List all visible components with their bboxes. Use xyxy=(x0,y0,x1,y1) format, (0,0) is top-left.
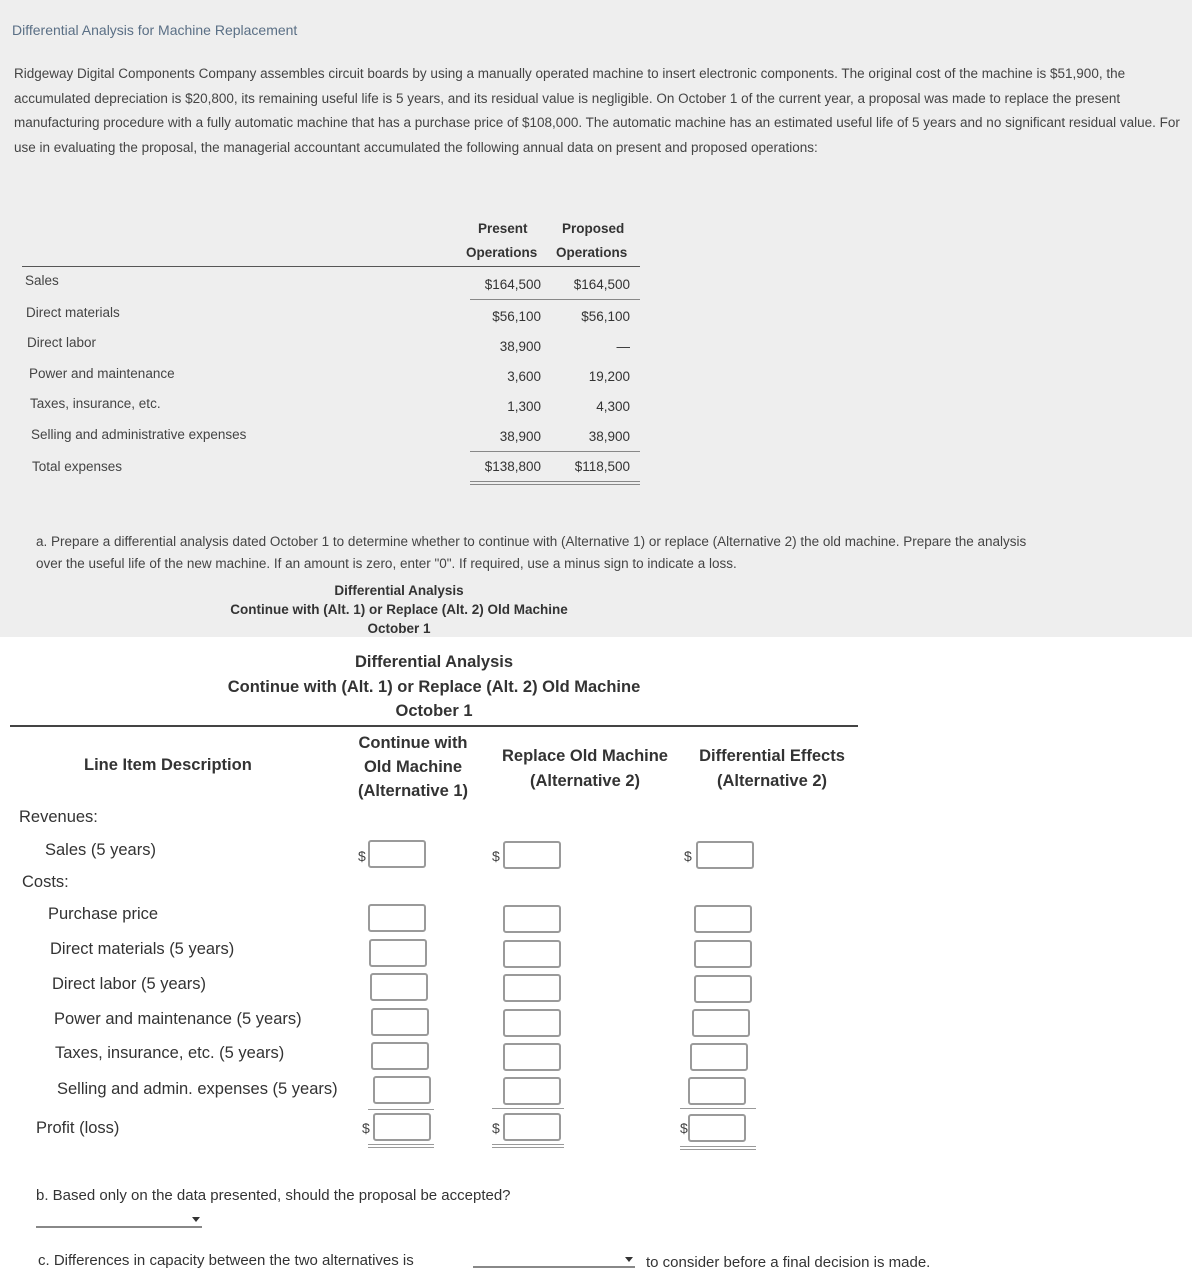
purchase-price-alt2-input[interactable] xyxy=(503,905,561,933)
col-line-item-description: Line Item Description xyxy=(84,756,252,774)
taxes-insurance-alt2-input[interactable] xyxy=(503,1043,561,1071)
selling-admin-alt2-input[interactable] xyxy=(503,1077,561,1105)
sales-rule xyxy=(470,299,640,300)
total-rule-alt2-double xyxy=(492,1147,564,1148)
analysis-date: October 1 xyxy=(395,702,473,720)
col-proposed-line2: Operations xyxy=(556,245,628,260)
col-diff-line1: Differential Effects xyxy=(699,747,845,765)
row-proposed-value: — xyxy=(616,339,630,354)
direct-labor-alt1-input[interactable] xyxy=(370,973,428,1001)
sales-alt2-input[interactable] xyxy=(503,841,561,869)
small-header-date: October 1 xyxy=(367,621,431,636)
direct-labor-alt2-input[interactable] xyxy=(503,974,561,1002)
question-c-dropdown[interactable] xyxy=(473,1256,635,1268)
power-maintenance-diff-input[interactable] xyxy=(692,1009,750,1037)
col-alt2-line2: (Alternative 2) xyxy=(529,772,641,790)
subtotal-rule-alt2 xyxy=(492,1108,564,1109)
revenues-label: Revenues: xyxy=(19,808,98,826)
taxes-insurance-diff-input[interactable] xyxy=(690,1043,748,1071)
row-label: Power and maintenance xyxy=(29,366,175,381)
sales-alt1-input[interactable] xyxy=(368,840,426,868)
profit-loss-label: Profit (loss) xyxy=(36,1119,120,1137)
col-alt1-line3: (Alternative 1) xyxy=(357,782,469,800)
direct-materials-alt1-input[interactable] xyxy=(369,939,427,967)
sales-diff-input[interactable] xyxy=(696,841,754,869)
row-present-value: $138,800 xyxy=(484,459,541,474)
col-present-line1: Present xyxy=(478,221,528,236)
sales-label: Sales (5 years) xyxy=(45,841,156,859)
profit-alt2-input[interactable] xyxy=(503,1113,561,1141)
dollar-sign: $ xyxy=(684,848,692,864)
power-maintenance-alt2-input[interactable] xyxy=(503,1009,561,1037)
question-c-prefix: c. Differences in capacity between the two alternatives is xyxy=(38,1252,414,1269)
analysis-title: Differential Analysis xyxy=(354,653,514,671)
chevron-down-icon xyxy=(625,1257,633,1262)
small-header-title: Differential Analysis xyxy=(334,583,464,598)
question-a-line2: over the useful life of the new machine. If an amount is zero, enter "0". If required, use a minus sign to indicate a loss. xyxy=(36,556,737,571)
taxes-insurance-alt1-input[interactable] xyxy=(371,1042,429,1070)
total-rule-diff xyxy=(680,1146,756,1147)
total-rule-1 xyxy=(470,481,640,482)
dollar-sign: $ xyxy=(492,848,500,864)
row-proposed-value: $56,100 xyxy=(581,309,630,324)
col-alt1-line1: Continue with xyxy=(358,734,468,752)
total-rule-alt1-double xyxy=(368,1147,434,1148)
row-label: Direct labor xyxy=(27,335,97,350)
direct-labor-diff-input[interactable] xyxy=(694,975,752,1003)
row-present-value: 3,600 xyxy=(507,369,541,384)
cost-item-label: Power and maintenance (5 years) xyxy=(54,1010,302,1028)
col-proposed-line1: Proposed xyxy=(562,221,625,236)
small-header-subtitle: Continue with (Alt. 1) or Replace (Alt. 2) Old Machine xyxy=(230,602,568,617)
row-present-value: 38,900 xyxy=(499,339,541,354)
row-present-value: $56,100 xyxy=(492,309,541,324)
total-rule-2 xyxy=(470,484,640,485)
purchase-price-diff-input[interactable] xyxy=(694,905,752,933)
subtotal-rule-alt1 xyxy=(368,1109,434,1110)
dollar-sign: $ xyxy=(362,1120,370,1136)
question-b-text: b. Based only on the data presented, should the proposal be accepted? xyxy=(36,1187,511,1204)
subtotal-rule xyxy=(470,451,640,452)
dollar-sign: $ xyxy=(492,1120,500,1136)
dollar-sign: $ xyxy=(358,848,366,864)
cost-item-label: Direct labor (5 years) xyxy=(52,975,207,993)
question-b-dropdown[interactable] xyxy=(36,1216,202,1228)
page-title: Differential Analysis for Machine Replacement xyxy=(12,22,298,38)
question-c-suffix: to consider before a final decision is made. xyxy=(646,1254,931,1271)
direct-materials-diff-input[interactable] xyxy=(694,940,752,968)
cost-item-label: Direct materials (5 years) xyxy=(50,940,235,958)
total-rule-alt1 xyxy=(368,1144,434,1145)
direct-materials-alt2-input[interactable] xyxy=(503,940,561,968)
question-a-line1: a. Prepare a differential analysis dated October 1 to determine whether to continue with (Alternative 1) or replace (Alternative 2) the old machine. Prepare the analysis xyxy=(36,534,1027,549)
row-label: Selling and administrative expenses xyxy=(31,427,247,442)
table-header-rule xyxy=(22,266,640,267)
row-present-value: 38,900 xyxy=(499,429,541,444)
row-present-value: $164,500 xyxy=(484,277,541,292)
dollar-sign: $ xyxy=(680,1120,688,1136)
analysis-subtitle: Continue with (Alt. 1) or Replace (Alt. 2) Old Machine xyxy=(227,678,641,696)
row-label: Direct materials xyxy=(26,305,120,320)
row-label: Total expenses xyxy=(32,459,123,474)
row-proposed-value: $118,500 xyxy=(574,459,630,474)
selling-admin-alt1-input[interactable] xyxy=(373,1076,431,1104)
power-maintenance-alt1-input[interactable] xyxy=(371,1008,429,1036)
cost-item-label: Taxes, insurance, etc. (5 years) xyxy=(55,1044,285,1062)
costs-label: Costs: xyxy=(22,873,69,891)
col-alt2-line1: Replace Old Machine xyxy=(502,747,668,765)
analysis-header-rule xyxy=(10,725,858,727)
row-label: Taxes, insurance, etc. xyxy=(30,396,161,411)
row-proposed-value: 4,300 xyxy=(596,399,630,414)
profit-diff-input[interactable] xyxy=(688,1114,746,1142)
cost-item-label: Purchase price xyxy=(48,905,159,923)
row-proposed-value: $164,500 xyxy=(573,277,630,292)
intro-paragraph: Ridgeway Digital Components Company assembles circuit boards by using a manually operated machine to insert electronic components. The original cost of the machine is $51,900, the accumulated depreciation is $20,800, its remaining useful life is 5 years, and its residual value is negligible. On October 1 of the current year, a proposal was made to replace the present manufacturing procedure with a fully automatic machine that has a purchase price of $108,000. The automatic machine has an estimated useful life of 5 years and no significant residual value. For use in evaluating the proposal, the managerial accountant accumulated the following annual data on present and proposed operations: xyxy=(14,66,1180,155)
total-rule-alt2 xyxy=(492,1144,564,1145)
total-rule-diff-double xyxy=(680,1149,756,1150)
col-present-line2: Operations xyxy=(466,245,538,260)
col-alt1-line2: Old Machine xyxy=(363,758,463,776)
selling-admin-diff-input[interactable] xyxy=(688,1077,746,1105)
row-present-value: 1,300 xyxy=(507,399,541,414)
row-proposed-value: 19,200 xyxy=(588,369,630,384)
col-diff-line2: (Alternative 2) xyxy=(716,772,828,790)
chevron-down-icon xyxy=(192,1217,200,1222)
purchase-price-alt1-input[interactable] xyxy=(368,904,426,932)
profit-alt1-input[interactable] xyxy=(373,1113,431,1141)
row-label: Sales xyxy=(25,273,59,288)
subtotal-rule-diff xyxy=(680,1108,756,1109)
cost-item-label: Selling and admin. expenses (5 years) xyxy=(57,1080,338,1098)
row-proposed-value: 38,900 xyxy=(588,429,630,444)
